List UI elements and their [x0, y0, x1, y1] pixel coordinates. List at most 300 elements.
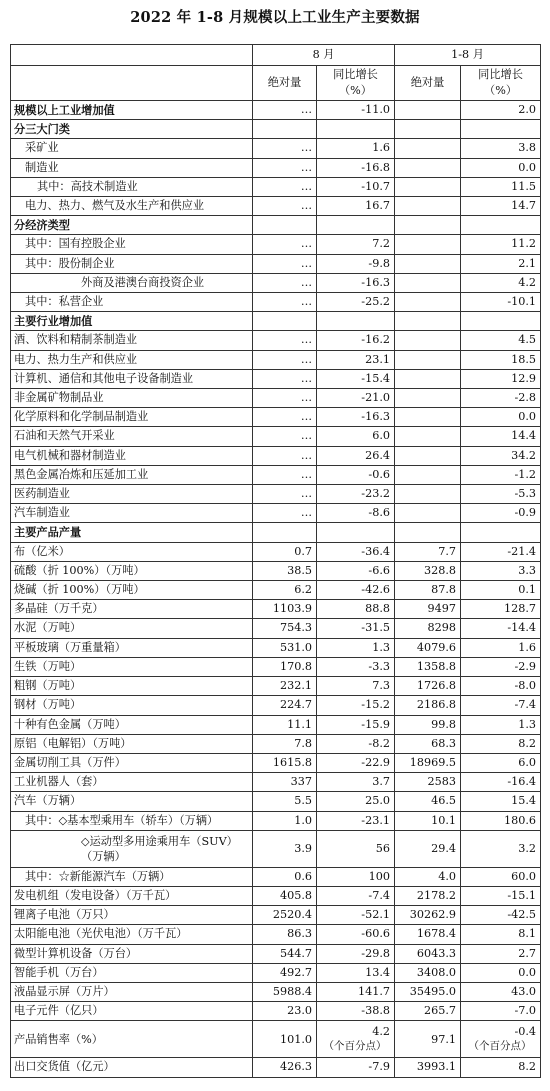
cell-value: 4.2 [372, 1025, 390, 1039]
cell-unit-note: （个百分点） [468, 1040, 532, 1053]
cell-value: -36.4 [361, 544, 390, 558]
cell-value: 4.2 [518, 275, 537, 289]
row-label [11, 1021, 253, 1058]
cell-a1 [253, 465, 317, 484]
cell-g2 [461, 830, 541, 867]
table-row [11, 254, 541, 273]
cell-value: -15.4 [361, 371, 390, 385]
row-label-text: 其中：国有控股企业 [25, 237, 126, 251]
cell-value: … [300, 103, 312, 116]
cell-value: -10.7 [361, 179, 390, 193]
cell-g2 [461, 197, 541, 216]
cell-value: 2.7 [518, 946, 537, 960]
cell-value: -23.1 [361, 813, 390, 827]
header-row-measures [11, 66, 541, 101]
table-row [11, 792, 541, 811]
row-label-text: 制造业 [25, 160, 59, 174]
cell-value: 35495.0 [409, 984, 456, 998]
cell-g1 [317, 886, 395, 905]
cell-g2 [461, 389, 541, 408]
cell-value: 4079.6 [416, 640, 456, 654]
cell-g1 [317, 906, 395, 925]
table-row [11, 638, 541, 657]
cell-a1 [253, 446, 317, 465]
cell-g1 [317, 446, 395, 465]
cell-value: -7.4 [514, 698, 537, 712]
cell-g2 [461, 101, 541, 120]
cell-value: 180.6 [503, 813, 537, 827]
row-label-text: 金属切削工具（万件） [14, 755, 126, 769]
cell-value: -3.3 [368, 659, 390, 673]
row-label [11, 982, 253, 1001]
cell-a2 [395, 811, 461, 830]
cell-a2 [395, 523, 461, 542]
cell-value: -10.1 [507, 295, 537, 309]
cell-value: … [300, 295, 312, 309]
row-label-text: 石油和天然气开采业 [14, 429, 115, 443]
cell-g2 [461, 485, 541, 504]
table-row [11, 389, 541, 408]
cell-g1 [317, 792, 395, 811]
cell-value: -21.4 [507, 544, 537, 558]
cell-a1 [253, 677, 317, 696]
table-row [11, 619, 541, 638]
table-row [11, 1058, 541, 1077]
yoy-label-line1: 同比增长 [478, 68, 523, 81]
cell-value: -38.8 [361, 1004, 390, 1018]
cell-g1 [317, 830, 395, 867]
cell-a2 [395, 867, 461, 886]
cell-g1 [317, 312, 395, 331]
cell-value: 0.7 [294, 544, 312, 558]
cell-a1 [253, 600, 317, 619]
cell-value: … [300, 256, 312, 270]
cell-value: … [300, 199, 312, 213]
cell-value: 405.8 [279, 888, 312, 902]
row-label-text: ◇运动型多用途乘用车（SUV） [81, 834, 238, 848]
cell-a2 [395, 600, 461, 619]
abs-header-cumulative: 绝对量 [395, 66, 461, 101]
cell-g1 [317, 811, 395, 830]
cell-value: 1726.8 [416, 679, 456, 693]
cell-g2 [461, 638, 541, 657]
cell-g1 [317, 677, 395, 696]
cell-g1 [317, 235, 395, 254]
row-label [11, 101, 253, 120]
cell-value: 8.2 [518, 736, 537, 750]
cell-a2 [395, 963, 461, 982]
cell-value: 8.2 [518, 1060, 537, 1074]
cell-a2 [395, 619, 461, 638]
cell-a1 [253, 830, 317, 867]
cell-a1 [253, 638, 317, 657]
table-row [11, 715, 541, 734]
cell-a2 [395, 389, 461, 408]
cell-value: … [300, 352, 312, 366]
cell-a1 [253, 792, 317, 811]
cell-value: 3.8 [518, 141, 537, 155]
row-label-text: 烧碱（折 100%）（万吨） [14, 583, 145, 597]
table-row [11, 657, 541, 676]
period-header-month: 8 月 [253, 45, 395, 66]
cell-g1 [317, 638, 395, 657]
table-row [11, 982, 541, 1001]
cell-value: 1103.9 [272, 602, 312, 616]
cell-value: 11.1 [287, 717, 312, 731]
cell-g2 [461, 811, 541, 830]
row-label-text: 采矿业 [25, 141, 59, 155]
cell-g1 [317, 619, 395, 638]
cell-g1 [317, 465, 395, 484]
cell-value: … [300, 371, 312, 385]
cell-a1 [253, 773, 317, 792]
cell-g2 [461, 734, 541, 753]
cell-a2 [395, 101, 461, 120]
cell-a2 [395, 715, 461, 734]
cell-value: -23.2 [361, 487, 390, 501]
cell-value: -11.0 [361, 103, 390, 116]
cell-g2 [461, 542, 541, 561]
cell-value: -52.1 [361, 908, 390, 922]
cell-value: 13.4 [365, 965, 390, 979]
row-label [11, 408, 253, 427]
table-row [11, 600, 541, 619]
cell-value: -5.3 [514, 487, 537, 501]
cell-value: 754.3 [279, 621, 312, 635]
cell-a1 [253, 1058, 317, 1077]
cell-a2 [395, 982, 461, 1001]
cell-value: … [300, 487, 312, 501]
cell-value: -16.2 [361, 333, 390, 347]
cell-a2 [395, 312, 461, 331]
cell-g2 [461, 925, 541, 944]
cell-g2 [461, 446, 541, 465]
cell-value: 46.5 [431, 794, 456, 808]
cell-value: 18.5 [511, 352, 537, 366]
table-row [11, 485, 541, 504]
cell-g2 [461, 619, 541, 638]
cell-g2 [461, 696, 541, 715]
cell-g2 [461, 273, 541, 292]
cell-value: 6.2 [294, 583, 312, 597]
cell-value: … [300, 467, 312, 481]
cell-a1 [253, 408, 317, 427]
cell-a1 [253, 216, 317, 235]
row-label [11, 197, 253, 216]
cell-value: -60.6 [361, 927, 390, 941]
cell-value: 265.7 [423, 1004, 456, 1018]
cell-value: 232.1 [279, 679, 312, 693]
cell-a1 [253, 619, 317, 638]
cell-a2 [395, 446, 461, 465]
row-label-text: 微型计算机设备（万台） [14, 946, 138, 960]
cell-value: 30262.9 [409, 908, 456, 922]
cell-value: 87.8 [431, 583, 456, 597]
row-label [11, 561, 253, 580]
table-row [11, 734, 541, 753]
yoy-header-month [317, 66, 395, 101]
table-row [11, 581, 541, 600]
cell-a2 [395, 485, 461, 504]
row-label [11, 792, 253, 811]
row-label-text: 电力、热力生产和供应业 [14, 352, 138, 366]
cell-g2 [461, 867, 541, 886]
cell-a2 [395, 216, 461, 235]
row-label-text: 生铁（万吨） [14, 659, 82, 673]
cell-value: … [300, 506, 312, 520]
row-label [11, 734, 253, 753]
cell-g2 [461, 408, 541, 427]
cell-a1 [253, 963, 317, 982]
cell-a1 [253, 139, 317, 158]
cell-value: … [300, 275, 312, 289]
row-label [11, 216, 253, 235]
cell-value: 26.4 [365, 448, 390, 462]
cell-a2 [395, 906, 461, 925]
cell-value: 1.0 [294, 813, 312, 827]
cell-value: 328.8 [423, 563, 456, 577]
cell-value: 2178.2 [416, 888, 456, 902]
cell-a2 [395, 235, 461, 254]
row-label-text: 钢材（万吨） [14, 698, 82, 712]
cell-g1 [317, 216, 395, 235]
row-label-text: 酒、饮料和精制茶制造业 [14, 333, 138, 347]
cell-a1 [253, 696, 317, 715]
cell-a2 [395, 773, 461, 792]
cell-value: 1358.8 [416, 659, 456, 673]
row-label-text: 出口交货值（亿元） [14, 1060, 115, 1074]
cell-value: 7.7 [438, 544, 456, 558]
cell-a1 [253, 1002, 317, 1021]
cell-g1 [317, 734, 395, 753]
cell-value: 170.8 [279, 659, 312, 673]
table-row [11, 427, 541, 446]
row-label-text: 其中：☆新能源汽车（万辆） [25, 869, 171, 883]
cell-value: … [300, 429, 312, 443]
cell-g1 [317, 867, 395, 886]
row-label-text: 发电机组（发电设备）（万千瓦） [14, 888, 177, 902]
cell-a2 [395, 331, 461, 350]
cell-value: 8.1 [518, 927, 537, 941]
cell-value: 15.4 [511, 794, 537, 808]
cell-a2 [395, 427, 461, 446]
cell-g2 [461, 581, 541, 600]
cell-value: 4.0 [438, 869, 456, 883]
cell-value: 25.0 [365, 794, 390, 808]
cell-a2 [395, 542, 461, 561]
cell-a1 [253, 101, 317, 120]
cell-value: -7.4 [368, 888, 390, 902]
cell-a1 [253, 389, 317, 408]
cell-value: 60.0 [511, 869, 537, 883]
cell-value: … [300, 448, 312, 462]
cell-g2 [461, 504, 541, 523]
row-label [11, 542, 253, 561]
table-row [11, 753, 541, 772]
cell-value: -16.3 [361, 410, 390, 424]
cell-value: 6043.3 [416, 946, 456, 960]
row-label [11, 427, 253, 446]
cell-value: -16.4 [507, 775, 537, 789]
row-label-text: 平板玻璃（万重量箱） [14, 640, 126, 654]
cell-value: -16.8 [361, 160, 390, 174]
row-label-text: 医药制造业 [14, 487, 70, 501]
table-row [11, 177, 541, 196]
cell-a1 [253, 925, 317, 944]
row-label [11, 830, 253, 867]
table-row [11, 886, 541, 905]
cell-g1 [317, 773, 395, 792]
row-label [11, 120, 253, 139]
table-row [11, 696, 541, 715]
cell-value: 6.0 [518, 755, 537, 769]
cell-g1 [317, 753, 395, 772]
row-label [11, 1058, 253, 1077]
cell-a1 [253, 657, 317, 676]
cell-g2 [461, 600, 541, 619]
row-label [11, 638, 253, 657]
cell-a1 [253, 811, 317, 830]
cell-value: 11.2 [511, 237, 537, 251]
cell-a2 [395, 753, 461, 772]
cell-a1 [253, 523, 317, 542]
cell-a1 [253, 485, 317, 504]
cell-g1 [317, 1058, 395, 1077]
cell-g2 [461, 906, 541, 925]
cell-a1 [253, 715, 317, 734]
cell-a1 [253, 369, 317, 388]
cell-g2 [461, 331, 541, 350]
cell-a2 [395, 158, 461, 177]
cell-g2 [461, 657, 541, 676]
cell-value: 7.3 [372, 679, 390, 693]
cell-g1 [317, 273, 395, 292]
cell-g1 [317, 485, 395, 504]
row-label [11, 293, 253, 312]
row-label [11, 619, 253, 638]
cell-value: -15.9 [361, 717, 390, 731]
cell-value: 34.2 [511, 448, 537, 462]
cell-value: 2186.8 [416, 698, 456, 712]
table-row [11, 408, 541, 427]
row-label-text: 汽车制造业 [14, 506, 70, 520]
cell-value: 224.7 [279, 698, 312, 712]
cell-a2 [395, 944, 461, 963]
cell-a1 [253, 273, 317, 292]
row-label [11, 158, 253, 177]
cell-g2 [461, 312, 541, 331]
cell-g1 [317, 504, 395, 523]
cell-value: 3408.0 [416, 965, 456, 979]
table-row [11, 293, 541, 312]
cell-value: … [300, 160, 312, 174]
cell-value: 8298 [427, 621, 456, 635]
cell-value: -15.1 [507, 888, 537, 902]
row-label [11, 465, 253, 484]
cell-value: 492.7 [279, 965, 312, 979]
row-label-text: 电子元件（亿只） [14, 1004, 104, 1018]
table-row [11, 120, 541, 139]
table-row [11, 504, 541, 523]
cell-g1 [317, 177, 395, 196]
table-row [11, 446, 541, 465]
cell-g1 [317, 715, 395, 734]
cell-value: 12.9 [511, 371, 537, 385]
table-row [11, 312, 541, 331]
cell-a2 [395, 886, 461, 905]
cell-a1 [253, 561, 317, 580]
row-label [11, 177, 253, 196]
row-label [11, 886, 253, 905]
cell-a1 [253, 331, 317, 350]
table-row [11, 101, 541, 120]
cell-value: 2583 [427, 775, 456, 789]
cell-value: 18969.5 [409, 755, 456, 769]
cell-value: -14.4 [507, 621, 537, 635]
cell-a1 [253, 982, 317, 1001]
cell-value: 11.5 [511, 179, 537, 193]
cell-g1 [317, 657, 395, 676]
cell-value: 1678.4 [416, 927, 456, 941]
cell-value: … [300, 237, 312, 251]
cell-g2 [461, 427, 541, 446]
abs-header-month: 绝对量 [253, 66, 317, 101]
cell-g1 [317, 389, 395, 408]
cell-a1 [253, 542, 317, 561]
table-row [11, 677, 541, 696]
row-label-text: 太阳能电池（光伏电池）（万千瓦） [14, 927, 188, 941]
table-row [11, 158, 541, 177]
cell-g1 [317, 561, 395, 580]
cell-a2 [395, 254, 461, 273]
cell-value: -29.8 [361, 946, 390, 960]
table-row [11, 235, 541, 254]
yoy-header-cumulative [461, 66, 541, 101]
cell-value: 5.5 [294, 794, 312, 808]
table-body [11, 101, 541, 1078]
cell-a2 [395, 408, 461, 427]
row-label-text: 化学原料和化学制品制造业 [14, 410, 149, 424]
cell-value: 7.2 [372, 237, 390, 251]
cell-g2 [461, 177, 541, 196]
cell-a2 [395, 734, 461, 753]
cell-g1 [317, 120, 395, 139]
row-label-text: 其中：◇基本型乘用车（轿车）（万辆） [25, 813, 219, 827]
row-label [11, 677, 253, 696]
cell-value: -7.9 [368, 1060, 390, 1074]
cell-value: 128.7 [503, 602, 537, 616]
cell-a1 [253, 350, 317, 369]
cell-g1 [317, 963, 395, 982]
cell-a1 [253, 177, 317, 196]
cell-g1 [317, 101, 395, 120]
cell-g1 [317, 523, 395, 542]
row-label-text: 其中：股份制企业 [25, 256, 115, 270]
cell-value: -8.2 [368, 736, 390, 750]
cell-value: 16.7 [365, 199, 390, 213]
cell-g1 [317, 331, 395, 350]
table-row [11, 542, 541, 561]
row-label [11, 273, 253, 292]
cell-value: … [300, 179, 312, 193]
cell-value: -7.0 [514, 1004, 537, 1018]
table-row [11, 811, 541, 830]
cell-a2 [395, 677, 461, 696]
cell-g1 [317, 925, 395, 944]
row-label [11, 944, 253, 963]
cell-value: -0.4 [514, 1025, 537, 1039]
row-label [11, 446, 253, 465]
